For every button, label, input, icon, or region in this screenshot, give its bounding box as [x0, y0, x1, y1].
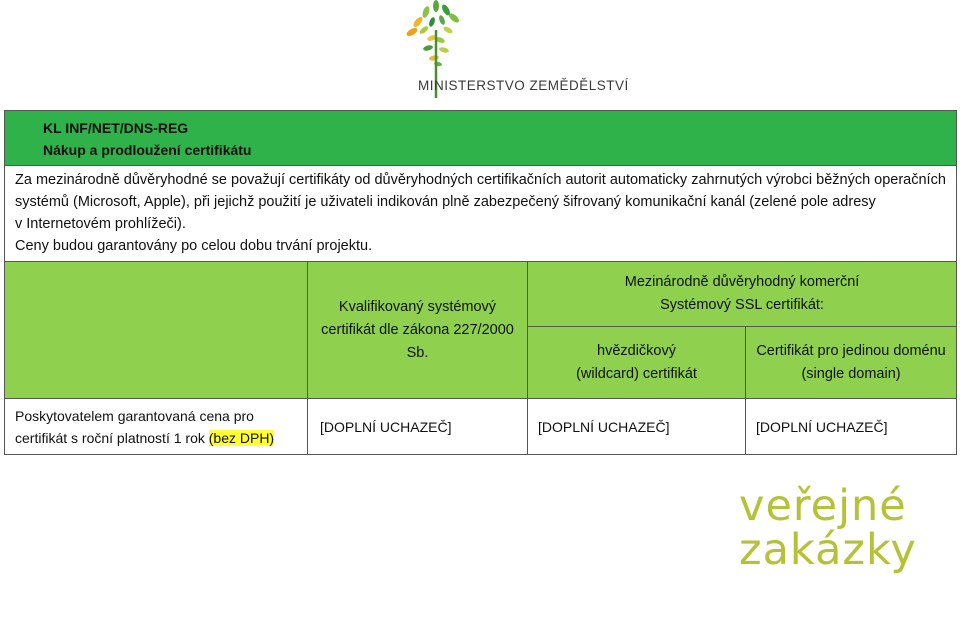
col-single-header: Certifikát pro jedinou doménu (single domain) [746, 327, 957, 399]
empty-corner-cell [5, 262, 308, 399]
table-header [5, 111, 957, 166]
certificate-form-table [4, 110, 956, 455]
verejne-zakazky-logo: veřejné zakázky [739, 481, 917, 575]
intro-paragraph [5, 166, 957, 262]
vat-highlight: (bez DPH) [208, 429, 275, 446]
intro-line-1: Za mezinárodně důvěryhodné se považují certifikáty od důvěryhodných certifikačních autorit automaticky zahrnutých výrobci běžných operačních [15, 172, 946, 188]
intro-line-3: v Internetovém prohlížeči). [15, 216, 186, 232]
intro-line-4: Ceny budou garantovány po celou dobu trvání projektu. [15, 238, 373, 254]
price-wildcard-cell[interactable]: [DOPLNÍ UCHAZEČ] [528, 399, 746, 455]
intro-line-2: systémů (Microsoft, Apple), při jejichž použití je uživateli indikován plně zabezpečený šifrovaný komunikační kanál (zelené pole adresy [15, 194, 876, 210]
price-row-label: Poskytovatelem garantovaná cena pro certifikát s roční platností 1 rok (bez DPH) [5, 399, 308, 455]
header-title: Nákup a prodloužení certifikátu [43, 142, 252, 158]
col-intl-group-header: Mezinárodně důvěryhodný komerční Systémový SSL certifikát: [528, 262, 957, 327]
col-wildcard-header: hvězdičkový (wildcard) certifikát [528, 327, 746, 399]
header-code: KL INF/NET/DNS-REG [43, 120, 189, 136]
col-qualified-header: Kvalifikovaný systémový certifikát dle zákona 227/2000 Sb. [308, 262, 528, 399]
ministry-logo-text: MINISTERSTVO ZEMĚDĚLSTVÍ [418, 78, 629, 93]
price-qualified-cell[interactable]: [DOPLNÍ UCHAZEČ] [308, 399, 528, 455]
price-single-cell[interactable]: [DOPLNÍ UCHAZEČ] [746, 399, 957, 455]
